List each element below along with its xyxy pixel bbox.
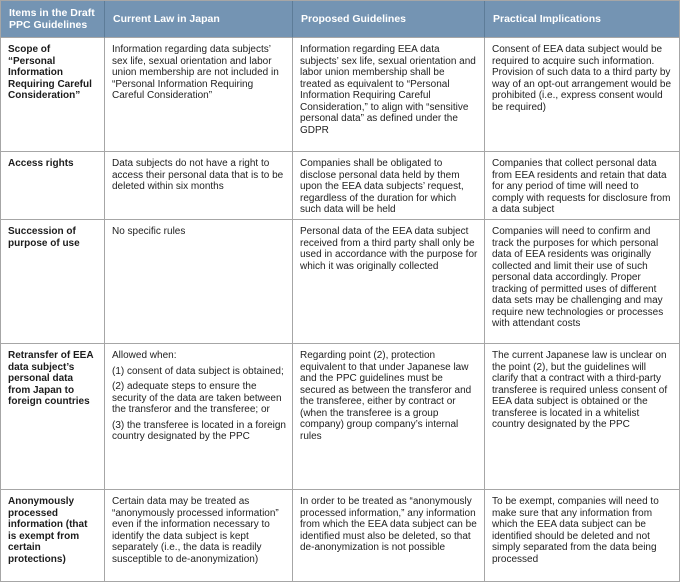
cell-text: Anonymously processed information (that is exempt from certain protections)	[8, 496, 88, 565]
cell-text: Regarding point (2), protection equivalent to that under Japanese law and the PPC guidelines must be secured as between the transferor and the transferee, either by contract or (when the transferee is a group company) group company’s internal rules	[300, 350, 472, 442]
cell-text: Companies shall be obligated to disclose personal data held by them upon the EEA data subjects’ request, regardless of the duration for which such data will be held	[300, 158, 464, 215]
cell-text: Data subjects do not have a right to access their personal data that is to be deleted within six months	[112, 158, 284, 192]
cell-text: Companies that collect personal data from EEA residents and retain that data for any period of time will need to comply with requests for disclosure from a data subject	[492, 158, 671, 215]
cell-text: Personal data of the EEA data subject received from a third party shall only be used in accordance with the purpose for which it was originally collected	[300, 226, 478, 272]
cell-access-current-law	[105, 152, 293, 220]
cell-text: Companies will need to confirm and track the purposes for which personal data of EEA residents was originally collected and limit their use of such personal data accordingly. Proper tracking of permitted uses of different data sets may be challenging and may require new technologies or processes with attendant costs	[492, 226, 664, 329]
cell-succession-current-law	[105, 220, 293, 344]
cell-scope-current-law	[105, 38, 293, 152]
cell-text: The current Japanese law is unclear on the point (2), but the guidelines will clarify that a contract with a third-party transferee is required unless consent of EEA data subject is obtained or the transferee is located in a whitelist country designated by the PPC	[492, 350, 668, 430]
cell-text: (1) consent of data subject is obtained;	[112, 365, 284, 377]
row-header-access-rights	[1, 152, 105, 220]
cell-retransfer-implications	[485, 344, 679, 490]
cell-text: In order to be treated as “anonymously processed information,” any information from which the EEA data subject can be identified must also be deleted, so that de-anonymization is not possible	[300, 496, 477, 553]
row-header-scope	[1, 38, 105, 152]
cell-text: Certain data may be treated as “anonymously processed information” even if the information necessary to identify the data subject is kept separately (i.e., the data is readily susceptible to de-anonymization)	[112, 496, 279, 565]
column-header-current-law: Current Law in Japan	[105, 1, 293, 38]
cell-anonymous-current-law	[105, 490, 293, 581]
cell-succession-proposed	[293, 220, 485, 344]
cell-text: (2) adequate steps to ensure the security of the data are taken between the transferor and the transferee; or	[112, 381, 282, 415]
cell-text: No specific rules	[112, 226, 186, 237]
row-header-succession	[1, 220, 105, 344]
cell-text: To be exempt, companies will need to make sure that any information from which the EEA data subject can be identified should be deleted and not simply separated from the data being processed	[492, 496, 659, 565]
cell-text: (3) the transferee is located in a foreign country designated by the PPC	[112, 419, 286, 442]
cell-text: Allowed when:	[112, 350, 177, 361]
cell-anonymous-proposed	[293, 490, 485, 581]
cell-retransfer-proposed	[293, 344, 485, 490]
column-header-items: Items in the Draft PPC Guidelines	[1, 1, 105, 38]
column-header-practical-implications: Practical Implications	[485, 1, 679, 38]
cell-retransfer-current-law	[105, 344, 293, 490]
cell-text: Scope of “Personal Information Requiring Careful Consideration”	[8, 44, 92, 101]
cell-scope-proposed	[293, 38, 485, 152]
cell-text: Consent of EEA data subject would be required to acquire such information. Provision of such data to a third party by way of an opt-out arrangement would be prohibited (i.e., express consent would be required)	[492, 44, 671, 113]
cell-anonymous-implications	[485, 490, 679, 581]
row-header-anonymous	[1, 490, 105, 581]
cell-access-implications	[485, 152, 679, 220]
cell-text: Information regarding data subjects’ sex life, sexual orientation and labor union membership are not included in “Personal Information Requiring Careful Consideration”	[112, 44, 279, 101]
column-header-proposed-guidelines: Proposed Guidelines	[293, 1, 485, 38]
row-header-retransfer	[1, 344, 105, 490]
cell-text: Retransfer of EEA data subject’s personal data from Japan to foreign countries	[8, 350, 94, 407]
cell-text: Information regarding EEA data subjects’ sex life, sexual orientation and labor union membership shall be treated as equivalent to “Personal Information Requiring Careful Consideration,” to align with “sensitive personal data” as defined under the GDPR	[300, 44, 476, 136]
cell-text: Access rights	[8, 158, 74, 169]
cell-text: Succession of purpose of use	[8, 226, 80, 249]
cell-succession-implications	[485, 220, 679, 344]
cell-access-proposed	[293, 152, 485, 220]
cell-scope-implications	[485, 38, 679, 152]
